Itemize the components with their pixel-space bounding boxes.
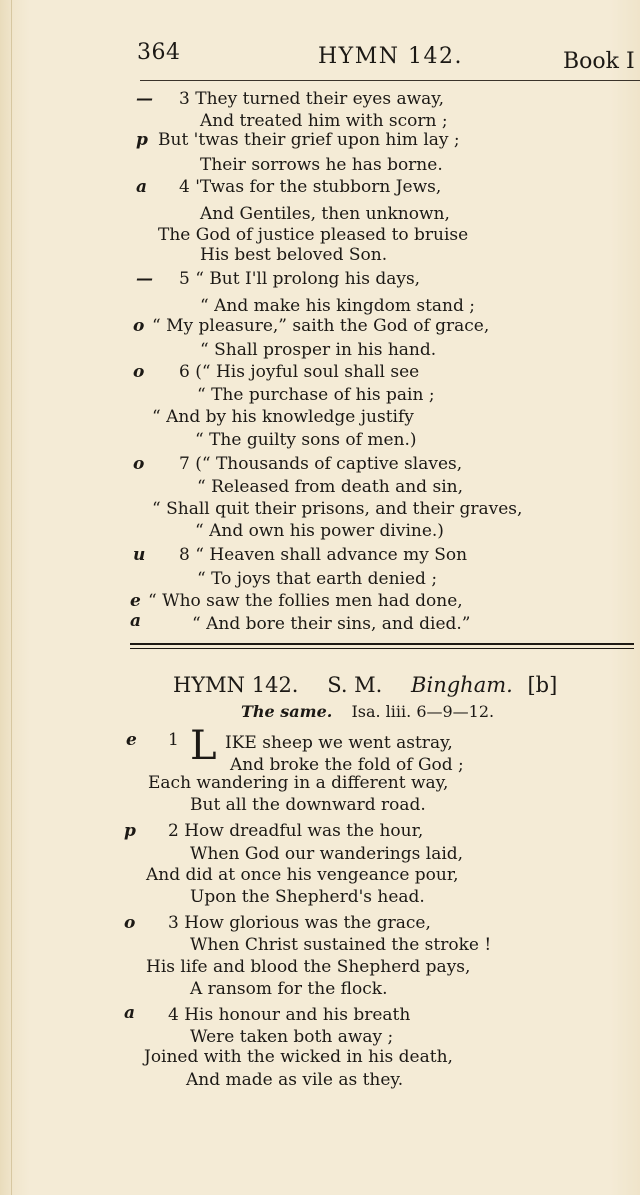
- verse-line: 1: [168, 730, 179, 750]
- verse-line: “ To joys that earth denied ;: [197, 569, 438, 589]
- verse-line: And did at once his vengeance pour,: [146, 865, 459, 885]
- hymn-number: HYMN 142.: [173, 673, 299, 697]
- drop-cap: L: [190, 723, 217, 769]
- section-divider: [130, 648, 634, 649]
- dynamic-mark: o: [124, 913, 136, 933]
- verse-line: Their sorrows he has borne.: [200, 155, 443, 175]
- verse-line: “ The purchase of his pain ;: [197, 385, 435, 405]
- verse-line: His best beloved Son.: [200, 245, 388, 265]
- verse-line: His life and blood the Shepherd pays,: [146, 957, 471, 977]
- verse-line: 7 (“ Thousands of captive slaves,: [179, 454, 463, 474]
- verse-line: Joined with the wicked in his death,: [144, 1047, 453, 1067]
- verse-line: But 'twas their grief upon him lay ;: [158, 130, 460, 150]
- dynamic-mark: a: [130, 611, 142, 631]
- verse-line: And broke the fold of God ;: [230, 755, 464, 775]
- section-divider: [130, 643, 634, 645]
- verse-line: “ The guilty sons of men.): [195, 430, 417, 450]
- verse-line: 5 “ But I'll prolong his days,: [179, 269, 421, 289]
- verse-line: 4 His honour and his breath: [168, 1005, 411, 1025]
- verse-line: “ Released from death and sin,: [197, 477, 463, 497]
- running-title: HYMN 142.: [318, 44, 463, 69]
- hymn-bracket-note: [b]: [527, 673, 558, 697]
- book-label: Book I: [563, 49, 635, 74]
- verse-line: The God of justice pleased to bruise: [158, 225, 469, 245]
- dynamic-mark: e: [126, 730, 137, 750]
- verse-line: “ Shall quit their prisons, and their graves,: [152, 499, 523, 519]
- verse-line: “ Who saw the follies men had done,: [148, 591, 463, 611]
- verse-line: A ransom for the flock.: [190, 979, 388, 999]
- dynamic-mark: a: [124, 1003, 136, 1023]
- verse-line: When Christ sustained the stroke !: [190, 935, 492, 955]
- dynamic-mark: e: [130, 591, 141, 611]
- scripture-reference: Isa. liii. 6—9—12.: [351, 702, 495, 721]
- header-rule: [140, 80, 640, 81]
- verse-line: “ My pleasure,” saith the God of grace,: [152, 316, 490, 336]
- page-header: [0, 0, 640, 90]
- verse-line: 3 They turned their eyes away,: [179, 89, 445, 109]
- dynamic-mark: o: [133, 362, 145, 382]
- verse-line: And made as vile as they.: [186, 1070, 404, 1090]
- verse-line: “ And make his kingdom stand ;: [200, 296, 476, 316]
- dynamic-mark: —: [136, 89, 153, 109]
- dynamic-mark: u: [133, 545, 146, 565]
- verse-line: 8 “ Heaven shall advance my Son: [179, 545, 468, 565]
- verse-line: 3 How glorious was the grace,: [168, 913, 431, 933]
- verse-line: And treated him with scorn ;: [200, 111, 448, 131]
- hymn-source: The same.: [241, 702, 333, 721]
- verse-line: “ And by his knowledge justify: [152, 407, 414, 427]
- verse-line: 4 'Twas for the stubborn Jews,: [179, 177, 442, 197]
- verse-line: “ And own his power divine.): [195, 521, 444, 541]
- verse-line: Each wandering in a different way,: [148, 773, 449, 793]
- page-number: 364: [137, 40, 181, 65]
- dynamic-mark: p: [124, 821, 136, 841]
- dynamic-mark: p: [136, 130, 148, 150]
- verse-line: When God our wanderings laid,: [190, 844, 464, 864]
- dynamic-mark: a: [136, 177, 148, 197]
- verse-line: But all the downward road.: [190, 795, 426, 815]
- verse-line: Were taken both away ;: [190, 1027, 394, 1047]
- verse-line: 6 (“ His joyful soul shall see: [179, 362, 420, 382]
- hymn-heading: [173, 673, 557, 697]
- verse-line: 2 How dreadful was the hour,: [168, 821, 424, 841]
- verse-line: “ Shall prosper in his hand.: [200, 340, 437, 360]
- hymn-meter: S. M.: [327, 673, 383, 697]
- dynamic-mark: o: [133, 316, 145, 336]
- dynamic-mark: o: [133, 454, 145, 474]
- verse-line: Upon the Shepherd's head.: [190, 887, 425, 907]
- hymn-subheading: [241, 702, 494, 721]
- dynamic-mark: —: [136, 269, 153, 289]
- verse-line: And Gentiles, then unknown,: [200, 204, 450, 224]
- verse-line: “ And bore their sins, and died.”: [192, 614, 471, 634]
- hymn-tune: Bingham.: [411, 673, 513, 697]
- binding-edge: [11, 0, 12, 1195]
- verse-line: IKE sheep we went astray,: [225, 733, 453, 753]
